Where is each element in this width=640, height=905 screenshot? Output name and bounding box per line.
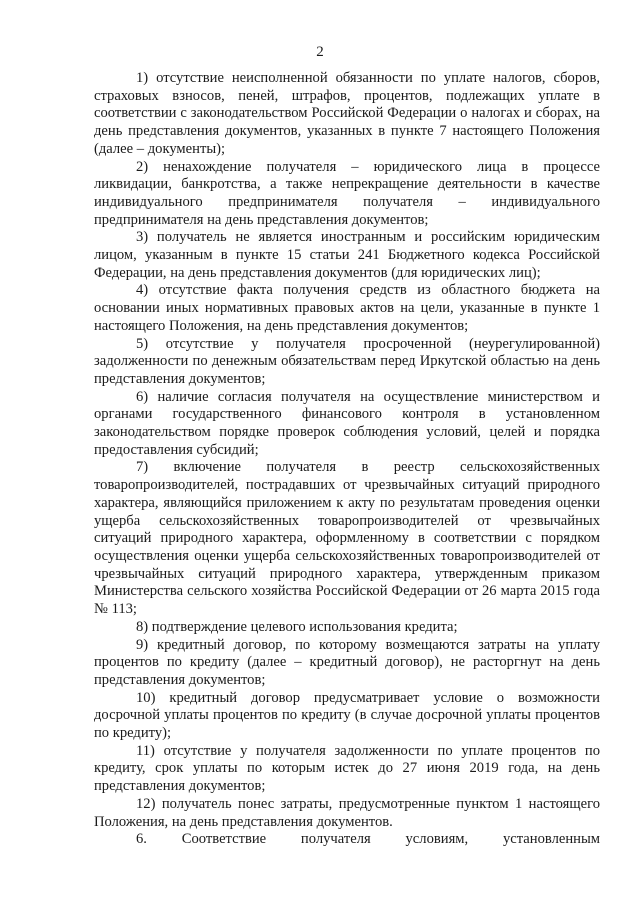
paragraph-condition-10: 10) кредитный договор предусматривает условие о возможности досрочной уплаты процентов по кредиту (в случае досрочной уплаты процентов по кредиту);: [94, 689, 600, 742]
page-number: 2: [316, 44, 324, 60]
paragraph-condition-2: 2) ненахождение получателя – юридического лица в процессе ликвидации, банкротства, а также непрекращение деятельности в качестве индивидуального предпринимателя получателя – индивидуального предпринимателя на день представления документов;: [94, 158, 600, 228]
paragraph-condition-1: 1) отсутствие неисполненной обязанности по уплате налогов, сборов, страховых взносов, пеней, штрафов, процентов, подлежащих уплате в соответствии с законодательством Российской Федерации о налогах и сборах, на день представления документов, указанных в пункте 7 настоящего Положения (далее – документы);: [94, 70, 600, 157]
paragraph-condition-3: 3) получатель не является иностранным и российским юридическим лицом, указанным в пункте 15 статьи 241 Бюджетного кодекса Российской Федерации, на день представления документов (для юридических лиц);: [94, 229, 600, 281]
paragraph-condition-11: 11) отсутствие у получателя задолженности по уплате процентов по кредиту, срок уплаты по которым истек до 27 июня 2019 года, на день представления документов;: [94, 742, 600, 795]
paragraph-condition-5: 5) отсутствие у получателя просроченной (неурегулированной) задолженности по денежным обязательствам перед Иркутской областью на день представления документов;: [94, 335, 600, 387]
paragraph-section-6: 6. Соответствие получателя условиям, установленным: [136, 831, 600, 848]
paragraph-condition-12: 12) получатель понес затраты, предусмотренные пунктом 1 настоящего Положения, на день представления документов.: [94, 795, 600, 830]
paragraph-condition-8: 8) подтверждение целевого использования кредита;: [136, 618, 458, 635]
paragraph-condition-7: 7) включение получателя в реестр сельскохозяйственных товаропроизводителей, пострадавших от чрезвычайных ситуаций природного характера, являющийся приложением к акту по результатам проведения оценки ущерба сельскохозяйственных товаропроизводителей от чрезвычайных ситуаций природного характера, оформленному в соответствии с порядком осуществления оценки ущерба сельскохозяйственных товаропроизводителей от чрезвычайных ситуаций природного характера, утвержденным приказом Министерства сельского хозяйства Российской Федерации от 26 марта 2015 года № 113;: [94, 459, 600, 618]
paragraph-condition-4: 4) отсутствие факта получения средств из областного бюджета на основании иных нормативных правовых актов на цели, указанные в пункте 1 настоящего Положения, на день представления документов;: [94, 282, 600, 334]
paragraph-condition-9: 9) кредитный договор, по которому возмещаются затраты на уплату процентов по кредиту (далее – кредитный договор), не расторгнут на день представления документов;: [94, 636, 600, 688]
document-body: [94, 70, 600, 849]
paragraph-condition-6: 6) наличие согласия получателя на осуществление министерством и органами государственного финансового контроля в установленном законодательством порядке проверок соблюдения условий, целей и порядка предоставления субсидий;: [94, 388, 600, 458]
